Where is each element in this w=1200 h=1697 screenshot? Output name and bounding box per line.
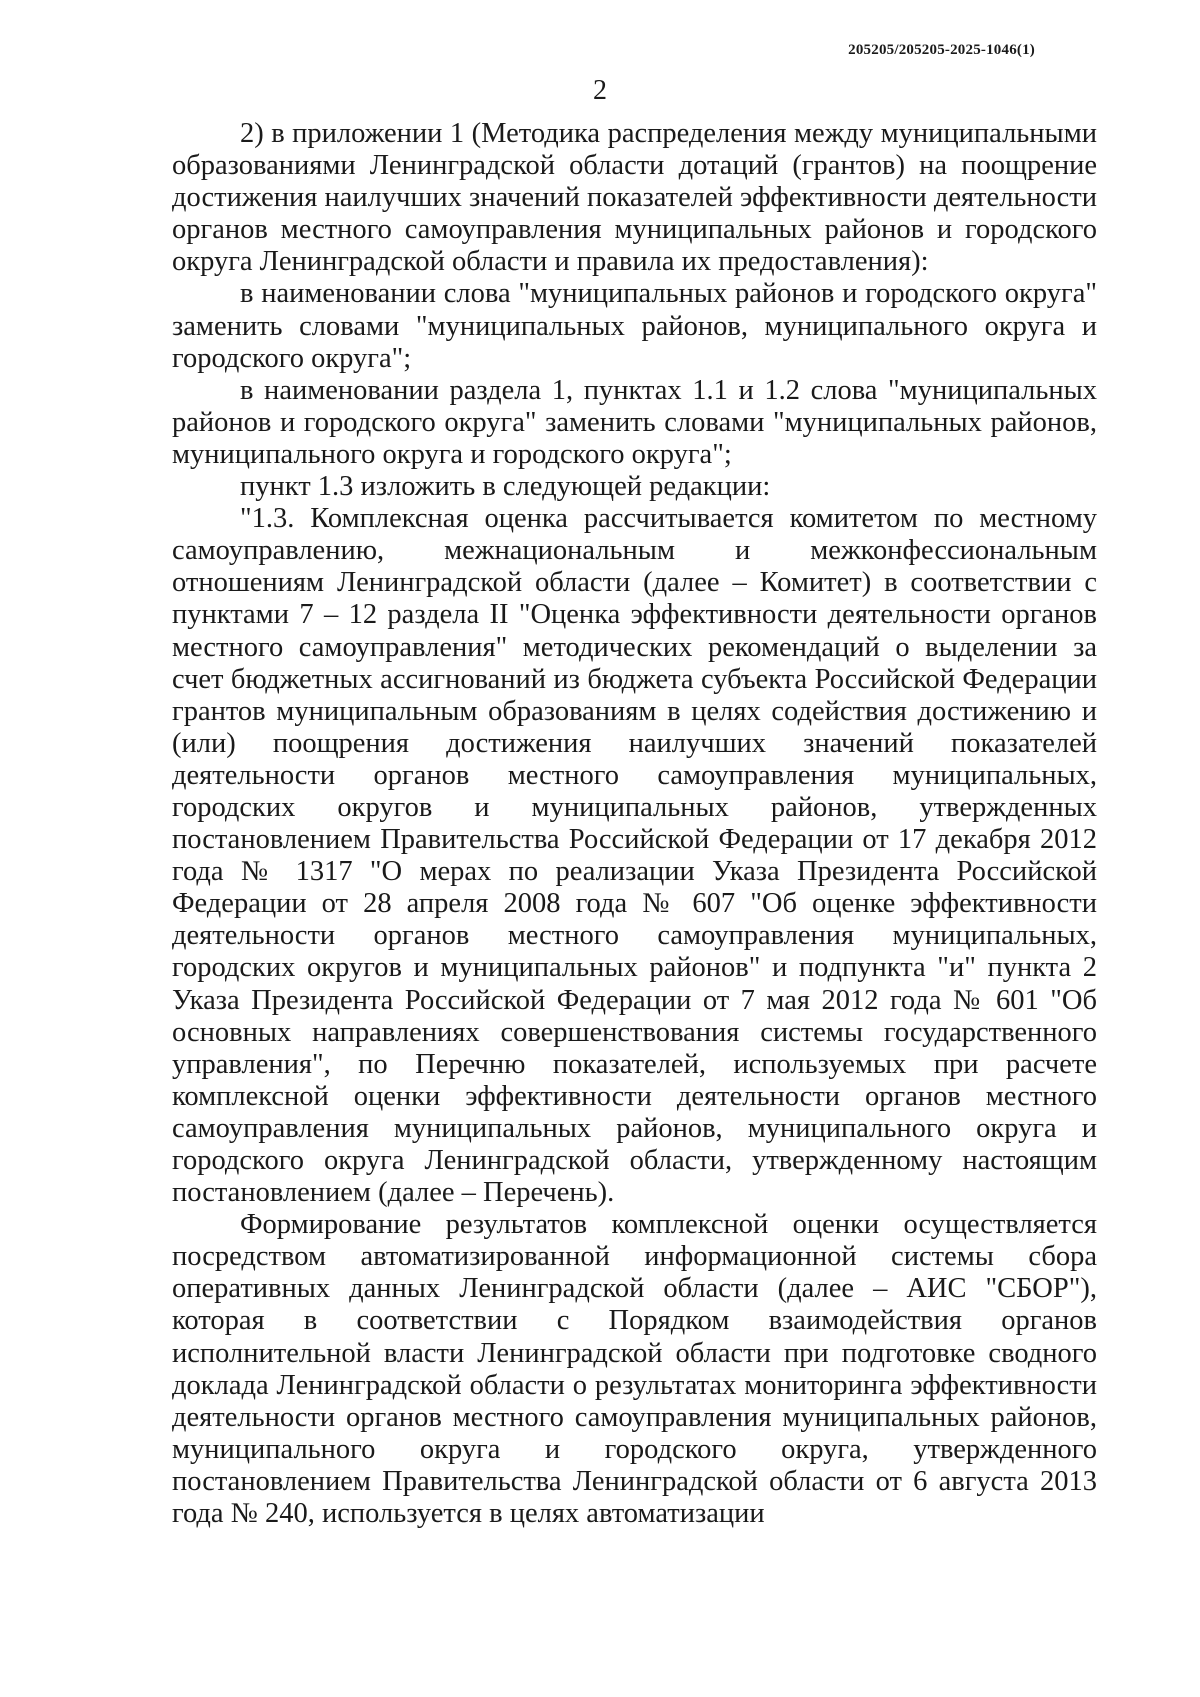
paragraph-clause-1-3-intro: пункт 1.3 изложить в следующей редакции: <box>240 471 771 503</box>
paragraph-results-formation: Формирование результатов комплексной оценки осуществляется посредством автоматизированной информационной системы сбора оперативных данных Ленинградской области (далее – АИС "СБОР"), которая в соответствии с Порядком взаимодействия органов исполнительной власти Ленинградской области при подготовке сводного доклада Ленинградской области о результатах мониторинга эффективности деятельности органов местного самоуправления муниципальных районов, муниципального округа и городского округа, утвержденного постановлением Правительства Ленинградской области от 6 августа 2013 года № 240, используется в целях автоматизации <box>172 1209 1097 1530</box>
paragraph-title-change: в наименовании слова "муниципальных районов и городского округа" заменить словами "муниципальных районов, муниципального округа и городского округа"; <box>172 278 1097 374</box>
paragraph-section-1-change: в наименовании раздела 1, пунктах 1.1 и 1.2 слова "муниципальных районов и городского округа" заменить словами "муниципальных районов, муниципального округа и городского округа"; <box>172 374 1097 470</box>
document-code: 205205/205205-2025-1046(1) <box>848 42 1035 58</box>
paragraph-amendment-appendix-1: 2) в приложении 1 (Методика распределения между муниципальными образованиями Ленинградской области дотаций (грантов) на поощрение достижения наилучших значений показателей эффективности деятельности органов местного самоуправления муниципальных районов и городского округа Ленинградской области и правила их предоставления): <box>172 118 1097 278</box>
paragraph-clause-1-3-text: "1.3. Комплексная оценка рассчитывается комитетом по местному самоуправлению, межнациональным и межконфессиональным отношениям Ленинградской области (далее – Комитет) в соответствии с пунктами 7 – 12 раздела II "Оценка эффективности деятельности органов местного самоуправления" методических рекомендаций о выделении за счет бюджетных ассигнований из бюджета субъекта Российской Федерации грантов муниципальным образованиям в целях содействия достижению и (или) поощрения достижения наилучших значений показателей деятельности органов местного самоуправления муниципальных, городских округов и муниципальных районов, утвержденных постановлением Правительства Российской Федерации от 17 декабря 2012 года № 1317 "О мерах по реализации Указа Президента Российской Федерации от 28 апреля 2008 года № 607 "Об оценке эффективности деятельности органов местного самоуправления муниципальных, городских округов и муниципальных районов" и подпункта "и" пункта 2 Указа Президента Российской Федерации от 7 мая 2012 года № 601 "Об основных направлениях совершенствования системы государственного управления", по Перечню показателей, используемых при расчете комплексной оценки эффективности деятельности органов местного самоуправления муниципальных районов, муниципального округа и городского округа Ленинградской области, утвержденному настоящим постановлением (далее – Перечень). <box>172 503 1097 1209</box>
page-number: 2 <box>593 75 607 106</box>
document-body <box>172 118 1097 1530</box>
